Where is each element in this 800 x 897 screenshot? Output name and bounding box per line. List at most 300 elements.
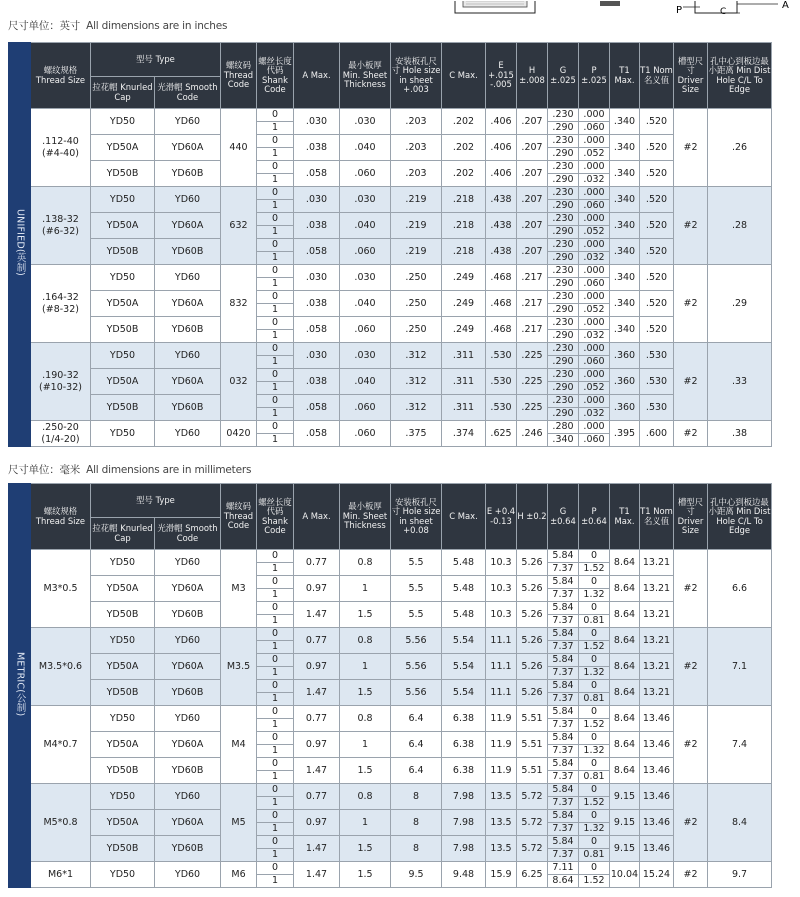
- p-value-lower: .032: [583, 330, 605, 342]
- p-value-cell: [579, 758, 610, 784]
- p-value-lower: .060: [583, 200, 605, 212]
- knurled-cap-cell: YD50: [91, 343, 155, 369]
- t-nom-cell: .520: [640, 135, 674, 161]
- shank-code-cell: [257, 732, 294, 758]
- p-value-upper: 0: [579, 550, 609, 563]
- knurled-cap-cell: YD50A: [91, 291, 155, 317]
- shank-code-cell: [257, 602, 294, 628]
- p-value-lower: 1.32: [583, 745, 605, 757]
- header-c: C Max.: [442, 43, 486, 109]
- a-max-cell: .058: [294, 317, 340, 343]
- a-max-cell: .058: [294, 239, 340, 265]
- shank-code-0: 0: [257, 317, 293, 330]
- g-value-upper: 5.84: [548, 602, 578, 615]
- smooth-cap-cell: YD60: [155, 628, 221, 654]
- smooth-cap-cell: YD60B: [155, 680, 221, 706]
- p-value-upper: 0: [579, 654, 609, 667]
- shank-code-1: 1: [271, 693, 279, 705]
- g-value-cell: [548, 732, 579, 758]
- t-max-cell: 10.04: [610, 862, 640, 888]
- c-max-cell: 9.48: [442, 862, 486, 888]
- knurled-cap-cell: YD50: [91, 109, 155, 135]
- h-cell: 5.26: [517, 680, 548, 706]
- min-sheet-cell: 0.8: [340, 784, 391, 810]
- p-value-lower: 1.52: [583, 641, 605, 653]
- hole-size-cell: .219: [391, 213, 442, 239]
- hole-size-cell: .312: [391, 395, 442, 421]
- p-value-upper: .000: [579, 369, 609, 382]
- g-value-cell: [548, 680, 579, 706]
- p-value-upper: 0: [579, 628, 609, 641]
- g-value-lower: 8.64: [552, 875, 574, 887]
- header-shank-code: 螺丝长度代码 Shank Code: [257, 43, 294, 109]
- p-value-cell: [579, 602, 610, 628]
- driver-size-cell: #2: [674, 706, 708, 784]
- p-value-upper: 0: [579, 862, 609, 875]
- g-value-lower: .290: [552, 226, 574, 238]
- header-thread-size: 螺纹规格 Thread Size: [31, 484, 91, 550]
- g-value-upper: .230: [548, 317, 578, 330]
- p-value-cell: [579, 628, 610, 654]
- e-cell: .406: [486, 109, 517, 135]
- g-value-upper: 5.84: [548, 732, 578, 745]
- shank-code-cell: [257, 291, 294, 317]
- t-max-cell: 8.64: [610, 732, 640, 758]
- c-max-cell: .311: [442, 343, 486, 369]
- header-thread-code: 螺纹码 Thread Code: [221, 43, 257, 109]
- t-nom-cell: .600: [640, 421, 674, 447]
- knurled-cap-cell: YD50B: [91, 680, 155, 706]
- e-cell: .530: [486, 343, 517, 369]
- g-value-upper: .230: [548, 265, 578, 278]
- t-max-cell: .395: [610, 421, 640, 447]
- header-h: H ±.008: [517, 43, 548, 109]
- g-value-lower: .290: [552, 174, 574, 186]
- h-cell: 5.51: [517, 758, 548, 784]
- shank-code-0: 0: [257, 265, 293, 278]
- knurled-cap-cell: YD50: [91, 550, 155, 576]
- shank-code-cell: [257, 161, 294, 187]
- shank-code-1: 1: [271, 122, 279, 134]
- c-max-cell: 5.54: [442, 654, 486, 680]
- min-sheet-cell: 0.8: [340, 628, 391, 654]
- h-cell: .207: [517, 161, 548, 187]
- hole-size-cell: 9.5: [391, 862, 442, 888]
- smooth-cap-cell: YD60: [155, 343, 221, 369]
- shank-code-cell: [257, 628, 294, 654]
- knurled-cap-cell: YD50B: [91, 239, 155, 265]
- c-max-cell: 5.48: [442, 576, 486, 602]
- g-value-upper: 5.84: [548, 576, 578, 589]
- smooth-cap-cell: YD60A: [155, 135, 221, 161]
- hole-size-cell: 5.56: [391, 654, 442, 680]
- a-max-cell: 1.47: [294, 680, 340, 706]
- t-max-cell: .340: [610, 161, 640, 187]
- p-value-cell: [579, 862, 610, 888]
- g-value-cell: [548, 550, 579, 576]
- c-max-cell: 7.98: [442, 784, 486, 810]
- h-cell: 5.26: [517, 550, 548, 576]
- g-value-upper: .230: [548, 369, 578, 382]
- thread-code-cell: M4: [221, 706, 257, 784]
- smooth-cap-cell: YD60: [155, 550, 221, 576]
- thread-code-cell: 440: [221, 109, 257, 187]
- shank-code-0: 0: [257, 343, 293, 356]
- inch-unit-cn: 尺寸单位：英寸: [8, 20, 81, 32]
- shank-code-0: 0: [257, 654, 293, 667]
- min-dist-cell: 6.6: [708, 550, 772, 628]
- shank-code-cell: [257, 395, 294, 421]
- t-max-cell: 9.15: [610, 836, 640, 862]
- shank-code-cell: [257, 135, 294, 161]
- g-value-cell: [548, 810, 579, 836]
- min-sheet-cell: .030: [340, 109, 391, 135]
- inch-spec-table: [8, 42, 772, 447]
- smooth-cap-cell: YD60B: [155, 395, 221, 421]
- p-value-upper: .000: [579, 109, 609, 122]
- t-max-cell: 8.64: [610, 758, 640, 784]
- table-row: [9, 836, 772, 862]
- g-value-cell: [548, 161, 579, 187]
- e-cell: .530: [486, 369, 517, 395]
- p-value-cell: [579, 265, 610, 291]
- h-cell: .246: [517, 421, 548, 447]
- g-value-lower: 7.37: [552, 563, 574, 575]
- diagram-label-p: P: [676, 5, 683, 15]
- c-max-cell: .218: [442, 187, 486, 213]
- hole-size-cell: 5.56: [391, 628, 442, 654]
- header-g: G ±0.64: [548, 484, 579, 550]
- header-c: C Max.: [442, 484, 486, 550]
- p-value-lower: .052: [583, 304, 605, 316]
- c-max-cell: 5.54: [442, 680, 486, 706]
- header-hole-size: 安装板孔尺寸 Hole size in sheet +0.08: [391, 484, 442, 550]
- g-value-upper: 5.84: [548, 550, 578, 563]
- shank-code-1: 1: [271, 382, 279, 394]
- g-value-lower: 7.37: [552, 771, 574, 783]
- table-row: [9, 862, 772, 888]
- shank-code-1: 1: [271, 252, 279, 264]
- smooth-cap-cell: YD60B: [155, 161, 221, 187]
- p-value-cell: [579, 576, 610, 602]
- knurled-cap-cell: YD50: [91, 706, 155, 732]
- p-value-cell: [579, 239, 610, 265]
- e-cell: .468: [486, 317, 517, 343]
- min-dist-cell: .28: [708, 187, 772, 265]
- header-row: [9, 484, 772, 518]
- g-value-upper: .230: [548, 343, 578, 356]
- min-sheet-cell: .030: [340, 265, 391, 291]
- p-value-upper: .000: [579, 239, 609, 252]
- smooth-cap-cell: YD60A: [155, 810, 221, 836]
- p-value-lower: 1.32: [583, 823, 605, 835]
- g-value-lower: .290: [552, 408, 574, 420]
- metric-unit-cn: 尺寸单位：毫米: [8, 464, 81, 476]
- thread-size-cell: M6*1: [31, 862, 91, 888]
- p-value-cell: [579, 343, 610, 369]
- a-max-cell: .058: [294, 421, 340, 447]
- t-nom-cell: .520: [640, 187, 674, 213]
- knurled-cap-cell: YD50A: [91, 810, 155, 836]
- t-nom-cell: 13.21: [640, 576, 674, 602]
- t-nom-cell: .520: [640, 239, 674, 265]
- table-row: [9, 810, 772, 836]
- t-nom-cell: 13.46: [640, 784, 674, 810]
- shank-code-1: 1: [271, 200, 279, 212]
- a-max-cell: 0.97: [294, 654, 340, 680]
- g-value-upper: .230: [548, 239, 578, 252]
- thread-size-cell: .164-32 (#8-32): [31, 265, 91, 343]
- system-side-label: [9, 484, 31, 888]
- knurled-cap-cell: YD50: [91, 187, 155, 213]
- g-value-lower: 7.37: [552, 667, 574, 679]
- c-max-cell: .202: [442, 161, 486, 187]
- shank-code-0: 0: [257, 706, 293, 719]
- t-nom-cell: .520: [640, 109, 674, 135]
- min-sheet-cell: .040: [340, 369, 391, 395]
- t-nom-cell: .520: [640, 161, 674, 187]
- c-max-cell: .311: [442, 369, 486, 395]
- thread-code-cell: M3.5: [221, 628, 257, 706]
- g-value-cell: [548, 291, 579, 317]
- shank-code-1: 1: [271, 278, 279, 290]
- knurled-cap-cell: YD50A: [91, 213, 155, 239]
- e-cell: .468: [486, 291, 517, 317]
- driver-size-cell: #2: [674, 109, 708, 187]
- p-value-cell: [579, 784, 610, 810]
- knurled-cap-cell: YD50B: [91, 602, 155, 628]
- g-value-lower: .290: [552, 356, 574, 368]
- table-row: [9, 784, 772, 810]
- a-max-cell: .058: [294, 161, 340, 187]
- p-value-cell: [579, 187, 610, 213]
- min-sheet-cell: .040: [340, 291, 391, 317]
- t-nom-cell: 13.46: [640, 758, 674, 784]
- min-sheet-cell: 1: [340, 654, 391, 680]
- p-value-lower: .032: [583, 252, 605, 264]
- shank-code-cell: [257, 265, 294, 291]
- min-dist-cell: .33: [708, 343, 772, 421]
- thread-size-cell: .138-32 (#6-32): [31, 187, 91, 265]
- t-max-cell: 9.15: [610, 784, 640, 810]
- p-value-lower: 0.81: [583, 849, 605, 861]
- g-value-lower: .290: [552, 200, 574, 212]
- diagram-label-a: A: [782, 1, 789, 11]
- p-value-lower: 0.81: [583, 693, 605, 705]
- c-max-cell: .218: [442, 239, 486, 265]
- header-e: E +0.4 -0.13: [486, 484, 517, 550]
- shank-code-0: 0: [257, 862, 293, 875]
- header-type: 型号 Type: [91, 484, 221, 518]
- h-cell: 5.51: [517, 732, 548, 758]
- h-cell: .207: [517, 135, 548, 161]
- shank-code-1: 1: [271, 667, 279, 679]
- a-max-cell: .030: [294, 187, 340, 213]
- hole-size-cell: 6.4: [391, 732, 442, 758]
- hole-size-cell: 6.4: [391, 706, 442, 732]
- knurled-cap-cell: YD50A: [91, 654, 155, 680]
- g-value-upper: .230: [548, 135, 578, 148]
- p-value-lower: .052: [583, 148, 605, 160]
- g-value-upper: .230: [548, 291, 578, 304]
- h-cell: .225: [517, 343, 548, 369]
- p-value-lower: 1.52: [583, 875, 605, 887]
- p-value-lower: 1.32: [583, 667, 605, 679]
- thread-code-cell: M3: [221, 550, 257, 628]
- shank-code-cell: [257, 862, 294, 888]
- p-value-cell: [579, 161, 610, 187]
- p-value-lower: .052: [583, 382, 605, 394]
- t-nom-cell: 13.21: [640, 602, 674, 628]
- p-value-lower: 1.52: [583, 797, 605, 809]
- t-nom-cell: .520: [640, 213, 674, 239]
- a-max-cell: .038: [294, 369, 340, 395]
- metric-unit-en: All dimensions are in millimeters: [86, 464, 252, 476]
- hole-size-cell: .375: [391, 421, 442, 447]
- p-value-upper: 0: [579, 836, 609, 849]
- smooth-cap-cell: YD60A: [155, 291, 221, 317]
- shank-code-1: 1: [271, 823, 279, 835]
- e-cell: 15.9: [486, 862, 517, 888]
- g-value-cell: [548, 576, 579, 602]
- h-cell: .207: [517, 109, 548, 135]
- t-max-cell: 9.15: [610, 810, 640, 836]
- g-value-cell: [548, 421, 579, 447]
- g-value-upper: 5.84: [548, 706, 578, 719]
- e-cell: 11.9: [486, 706, 517, 732]
- t-max-cell: .340: [610, 317, 640, 343]
- g-value-upper: 5.84: [548, 654, 578, 667]
- g-value-upper: 5.84: [548, 680, 578, 693]
- min-dist-cell: .26: [708, 109, 772, 187]
- p-value-upper: .000: [579, 395, 609, 408]
- a-max-cell: 0.77: [294, 784, 340, 810]
- t-max-cell: 8.64: [610, 602, 640, 628]
- min-sheet-cell: 1.5: [340, 836, 391, 862]
- shank-code-1: 1: [271, 304, 279, 316]
- shank-code-0: 0: [257, 421, 293, 434]
- h-cell: .217: [517, 291, 548, 317]
- g-value-upper: 5.84: [548, 836, 578, 849]
- g-value-cell: [548, 836, 579, 862]
- shank-code-cell: [257, 109, 294, 135]
- min-dist-cell: .29: [708, 265, 772, 343]
- p-value-upper: .000: [579, 291, 609, 304]
- shank-code-0: 0: [257, 239, 293, 252]
- p-value-cell: [579, 109, 610, 135]
- g-value-lower: 7.37: [552, 849, 574, 861]
- t-max-cell: .360: [610, 369, 640, 395]
- t-max-cell: .340: [610, 291, 640, 317]
- shank-code-0: 0: [257, 576, 293, 589]
- shank-code-0: 0: [257, 810, 293, 823]
- shank-code-1: 1: [271, 641, 279, 653]
- p-value-cell: [579, 395, 610, 421]
- e-cell: 10.3: [486, 602, 517, 628]
- p-value-cell: [579, 732, 610, 758]
- hole-size-cell: .219: [391, 239, 442, 265]
- p-value-upper: .000: [579, 187, 609, 200]
- e-cell: 11.1: [486, 680, 517, 706]
- shank-code-cell: [257, 706, 294, 732]
- t-max-cell: 8.64: [610, 628, 640, 654]
- t-nom-cell: 15.24: [640, 862, 674, 888]
- p-value-cell: [579, 810, 610, 836]
- p-value-upper: 0: [579, 602, 609, 615]
- a-max-cell: 1.47: [294, 758, 340, 784]
- table-row: [9, 550, 772, 576]
- hole-size-cell: 6.4: [391, 758, 442, 784]
- hole-size-cell: 5.5: [391, 576, 442, 602]
- header-t-max: T1 Max.: [610, 484, 640, 550]
- g-value-lower: 7.37: [552, 823, 574, 835]
- a-max-cell: 1.47: [294, 602, 340, 628]
- g-value-cell: [548, 369, 579, 395]
- table-row: [9, 732, 772, 758]
- knurled-cap-cell: YD50B: [91, 836, 155, 862]
- shank-code-1: 1: [271, 330, 279, 342]
- c-max-cell: .374: [442, 421, 486, 447]
- t-max-cell: .360: [610, 395, 640, 421]
- shank-code-1: 1: [271, 408, 279, 420]
- c-max-cell: .311: [442, 395, 486, 421]
- knurled-cap-cell: YD50B: [91, 317, 155, 343]
- min-sheet-cell: 1.5: [340, 680, 391, 706]
- hole-size-cell: 8: [391, 810, 442, 836]
- e-cell: 11.9: [486, 732, 517, 758]
- e-cell: .438: [486, 239, 517, 265]
- shank-code-1: 1: [271, 563, 279, 575]
- shank-code-0: 0: [257, 732, 293, 745]
- header-smooth-cap: 光滑帽 Smooth Code: [155, 77, 221, 109]
- table-row: [9, 291, 772, 317]
- shank-code-0: 0: [257, 213, 293, 226]
- p-value-lower: .032: [583, 174, 605, 186]
- min-sheet-cell: .060: [340, 421, 391, 447]
- driver-size-cell: #2: [674, 784, 708, 862]
- t-max-cell: .340: [610, 265, 640, 291]
- header-thread-size: 螺纹规格 Thread Size: [31, 43, 91, 109]
- g-value-lower: .290: [552, 304, 574, 316]
- a-max-cell: .058: [294, 395, 340, 421]
- g-value-upper: 5.84: [548, 784, 578, 797]
- p-value-cell: [579, 550, 610, 576]
- shank-code-0: 0: [257, 784, 293, 797]
- g-value-cell: [548, 862, 579, 888]
- h-cell: .217: [517, 265, 548, 291]
- hole-size-cell: 5.5: [391, 602, 442, 628]
- thread-size-cell: M3.5*0.6: [31, 628, 91, 706]
- hole-size-cell: 8: [391, 836, 442, 862]
- p-value-upper: .000: [579, 317, 609, 330]
- knurled-cap-cell: YD50: [91, 784, 155, 810]
- knurled-cap-cell: YD50A: [91, 135, 155, 161]
- p-value-lower: .060: [583, 356, 605, 368]
- t-max-cell: .340: [610, 135, 640, 161]
- table-row: [9, 421, 772, 447]
- e-cell: 10.3: [486, 550, 517, 576]
- driver-size-cell: #2: [674, 862, 708, 888]
- p-value-cell: [579, 654, 610, 680]
- shank-code-0: 0: [257, 628, 293, 641]
- driver-size-cell: #2: [674, 421, 708, 447]
- h-cell: .217: [517, 317, 548, 343]
- p-value-cell: [579, 421, 610, 447]
- g-value-lower: 7.37: [552, 797, 574, 809]
- knurled-cap-cell: YD50A: [91, 732, 155, 758]
- t-max-cell: 8.64: [610, 680, 640, 706]
- g-value-lower: .290: [552, 330, 574, 342]
